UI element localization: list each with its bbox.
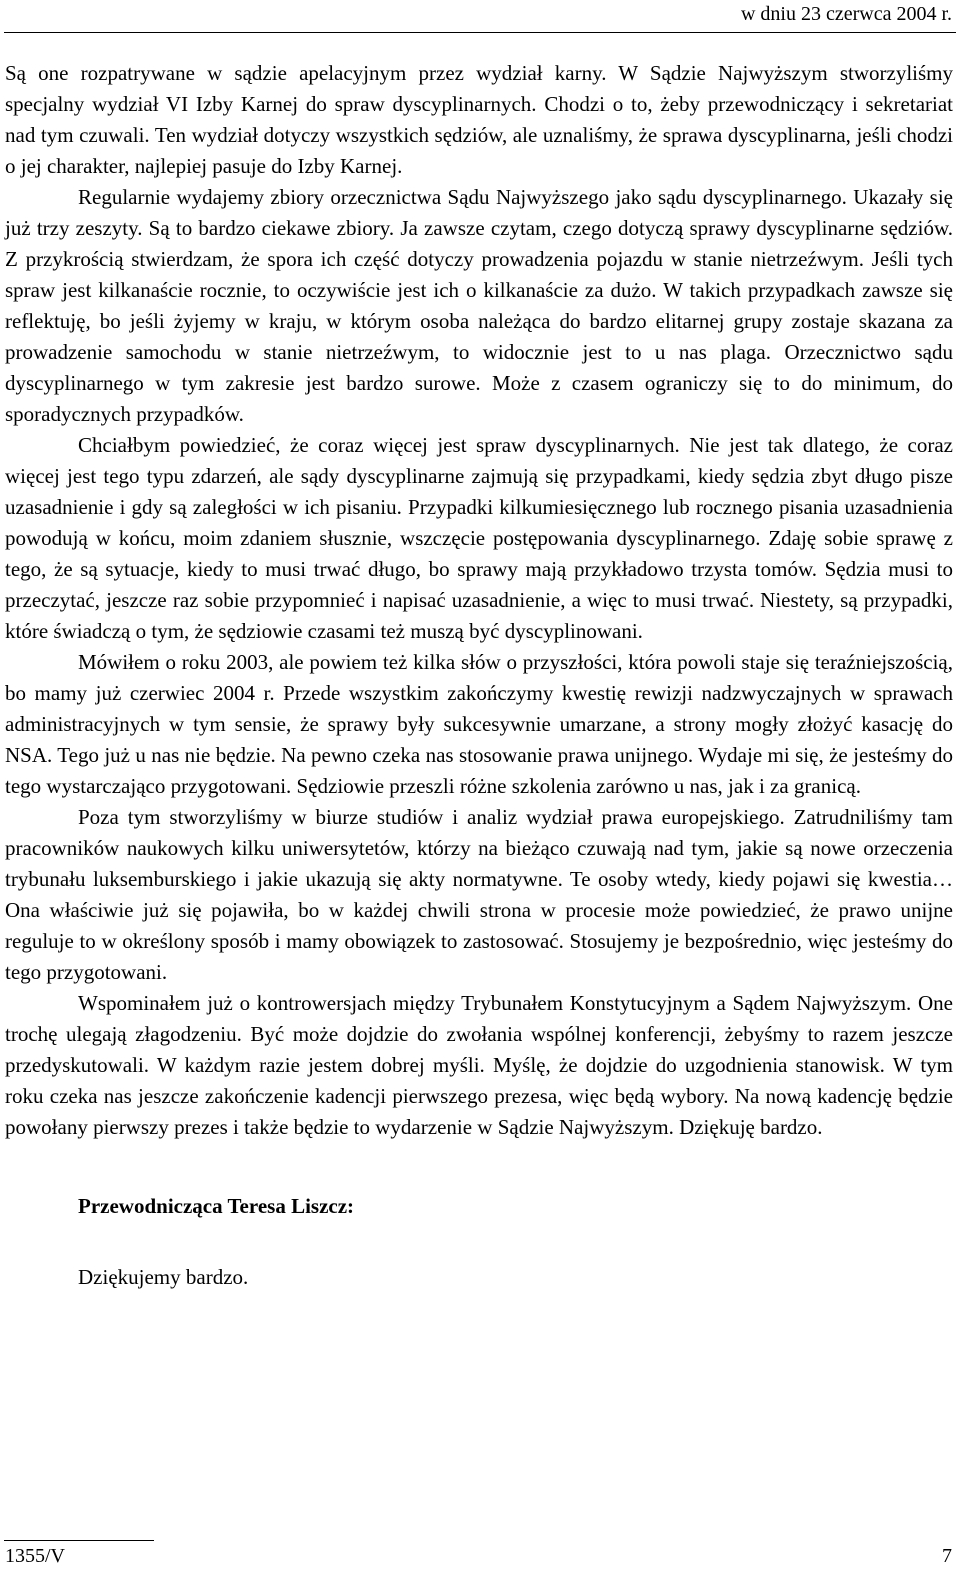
document-number: 1355/V <box>5 1545 65 1567</box>
paragraph-2: Regularnie wydajemy zbiory orzecznictwa Sądu Najwyższego jako sądu dyscyplinarnego. Ukazały się już trzy zeszyty. Są to bardzo ciekawe zbiory. Ja zawsze czytam, czego dotyczą sprawy dyscyplinarne sędziów. Z przykrością stwierdzam, że spora ich część dotyczy prowadzenia pojazdu w stanie nietrzeźwym. Jeśli tych spraw jest kilkanaście rocznie, to oczywiście jest ich o kilkanaście za dużo. W takich przypadkach zawsze się reflektuję, bo jeśli żyjemy w kraju, w którym osoba należąca do bardzo elitarnej grupy zostaje skazana za prowadzenie samochodu w stanie nietrzeźwym, to widocznie jest to u nas plaga. Orzecznictwo sądu dyscyplinarnego w tym zakresie jest bardzo surowe. Może z czasem ograniczy się to do minimum, do sporadycznych przypadków. <box>5 185 953 426</box>
page-number: 7 <box>942 1545 952 1567</box>
paragraph-4: Mówiłem o roku 2003, ale powiem też kilka słów o przyszłości, która powoli staje się teraźniejszością, bo mamy już czerwiec 2004 r. Przede wszystkim zakończymy kwestię rewizji nadzwyczajnych w sprawach administracyjnych w tym sensie, że sprawy były sukcesywnie umarzane, a strony mogły złożyć kasację do NSA. Tego już u nas nie będzie. Na pewno czeka nas stosowanie prawa unijnego. Wydaje mi się, że jesteśmy do tego wystarczająco przygotowani. Sędziowie przeszli różne szkolenia zarówno u nas, jak i za granicą. <box>5 650 953 798</box>
paragraph-5: Poza tym stworzyliśmy w biurze studiów i analiz wydział prawa europejskiego. Zatrudniliśmy tam pracowników naukowych kilku uniwersytetów, którzy na bieżąco czuwają nad tym, jakie są nowe orzeczenia trybunału luksemburskiego i jakie ukazują się akty normatywne. Te osoby wtedy, kiedy pojawi się kwestia… Ona właściwie już się pojawiła, bo w każdej chwili strona w procesie może powiedzieć, że prawo unijne reguluje to w określony sposób i mamy obowiązek to zastosować. Stosujemy je bezpośrednio, więc jesteśmy do tego przygotowani. <box>5 805 953 984</box>
page-header-date: w dniu 23 czerwca 2004 r. <box>740 3 952 25</box>
paragraph-1: Są one rozpatrywane w sądzie apelacyjnym przez wydział karny. W Sądzie Najwyższym stworzyliśmy specjalny wydział VI Izby Karnej do spraw dyscyplinarnych. Chodzi o to, żeby przewodniczący i sekretariat nad tym czuwali. Ten wydział dotyczy wszystkich sędziów, ale uznaliśmy, że sprawa dyscyplinarna, jeśli chodzi o jej charakter, najlepiej pasuje do Izby Karnej. <box>5 61 953 178</box>
speaker-heading: Przewodnicząca Teresa Liszcz: <box>78 1194 355 1218</box>
header-divider <box>4 32 956 33</box>
paragraph-6: Wspominałem już o kontrowersjach między Trybunałem Konstytucyjnym a Sądem Najwyższym. One trochę ulegają złagodzeniu. Być może dojdzie do zwołania wspólnej konferencji, żebyśmy to razem jeszcze przedyskutowali. W każdym razie jestem dobrej myśli. Myślę, że dojdzie do uzgodnienia stanowisk. W tym roku czeka nas jeszcze zakończenie kadencji pierwszego prezesa, więc będą wybory. Na nową kadencję będzie powołany pierwszy prezes i także będzie to wydarzenie w Sądzie Najwyższym. Dziękuję bardzo. <box>5 991 953 1139</box>
closing-remark: Dziękujemy bardzo. <box>78 1265 249 1289</box>
footer-divider <box>4 1540 154 1541</box>
paragraph-3: Chciałbym powiedzieć, że coraz więcej jest spraw dyscyplinarnych. Nie jest tak dlatego, że coraz więcej jest tego typu zdarzeń, ale sądy dyscyplinarne zajmują się przypadkami, kiedy sędzia zbyt długo pisze uzasadnienie i gdy są zaległości w ich pisaniu. Przypadki kilkumiesięcznego lub rocznego pisania uzasadnienia powodują w końcu, moim zdaniem słusznie, wszczęcie postępowania dyscyplinarnego. Zdaję sobie sprawę z tego, że są sytuacje, kiedy to musi trwać długo, bo sprawy mają przykładowo trzysta tomów. Sędzia musi to przeczytać, jeszcze raz sobie przypomnieć i napisać uzasadnienie, a więc to musi trwać. Niestety, są przypadki, które świadczą o tym, że sędziowie czasami też muszą być dyscyplinowani. <box>5 433 953 643</box>
document-body <box>5 58 953 1293</box>
